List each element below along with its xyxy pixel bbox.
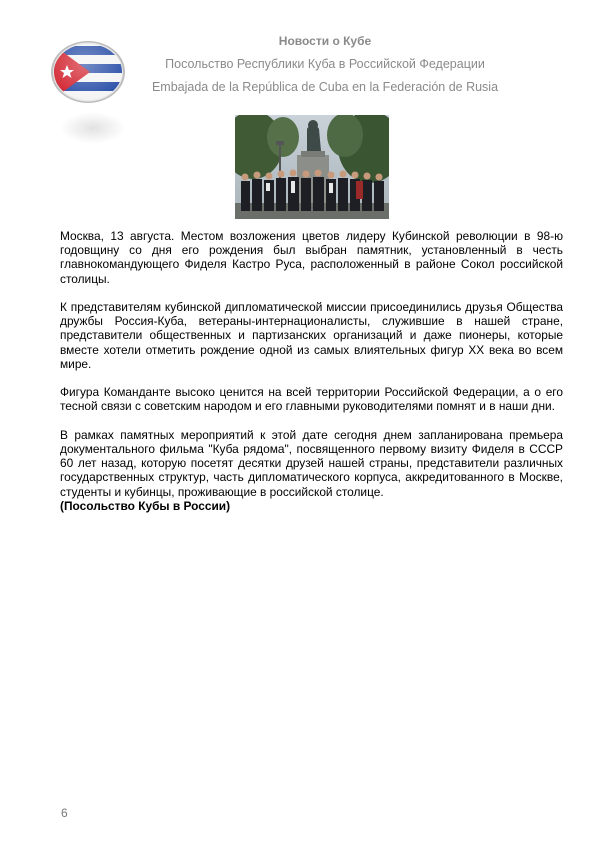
article-paragraph: Москва, 13 августа. Местом возложения цветов лидеру Кубинской революции в 98-ю годовщину со дня его рождения был выбран памятник, установленный в честь главнокомандующего Фиделя Кастро Руса, расположенный в районе Сокол российской столицы. [60,229,563,286]
page-header [100,30,550,99]
header-embassy-es: Embajada de la República de Cuba en la Federación de Rusia [151,80,499,94]
article-paragraph: Фигура Команданте высоко ценится на всей территории Российской Федерации, а о его тесной связи с советским народом и его главными руководителями помнят и в наши дни. [60,385,563,414]
header-title: Новости о Кубе [278,34,372,48]
page-number: 6 [61,806,68,820]
article-paragraph: К представителям кубинской дипломатической миссии присоединились друзья Общества дружбы Россия-Куба, ветераны-интернационалисты, служившие в нашей стране, представители общественных и партизанских организаций и даже пионеры, которые вместе хотели отметить рождение одной из самых влиятельных фигур XX века во всем мире. [60,300,563,371]
monument-group-photo [235,115,389,219]
header-embassy-ru: Посольство Республики Куба в Российской Федерации [165,57,485,71]
article-body [60,229,563,513]
logo-shadow [60,112,126,144]
article-paragraph: В рамках памятных мероприятий к этой дате сегодня днем запланирована премьера документального фильма "Куба рядома", посвященного первому визиту Фиделя в СССР 60 лет назад, которую посетят десятки друзей нашей страны, представители различных государственных структур, часть дипломатического корпуса, аккредитованного в Москве, студенты и кубинцы, проживающие в российской столице. [60,427,563,499]
article-signature: (Посольство Кубы в России) [60,498,231,513]
